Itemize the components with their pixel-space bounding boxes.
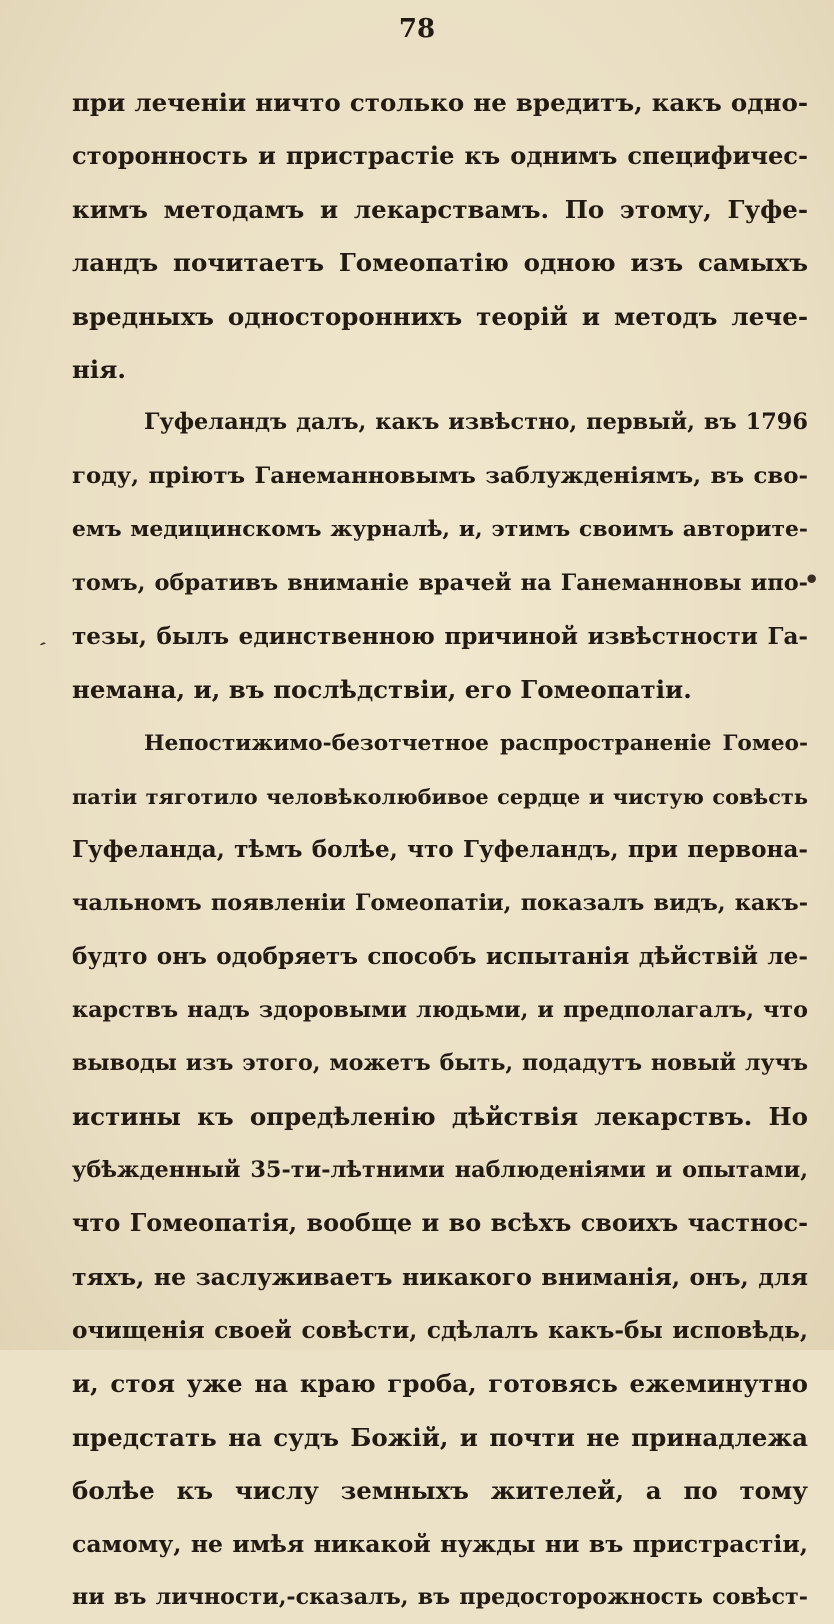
ink-speck-mark: • [804, 565, 820, 594]
text-line: емъ медицинскомъ журналѣ, и, этимъ своимъ авторите- [72, 517, 808, 543]
text-line: патіи тяготило человѣколюбивое сердце и чистую совѣсть [72, 784, 808, 810]
text-line: при леченіи ничто столько не вредитъ, какъ одно- [72, 88, 808, 117]
text-line: вредныхъ одностороннихъ теорій и методъ лече- [72, 301, 808, 331]
text-line: убѣжденный 35-ти-лѣтними наблюденіями и опытами, [72, 1156, 808, 1183]
text-line: нія. [72, 354, 126, 384]
text-line: тезы, былъ единственною причиной извѣстности Га- [72, 622, 808, 650]
text-line: кимъ методамъ и лекарствамъ. По этому, Гуфе- [72, 194, 808, 224]
margin-tick-mark: ´ [29, 637, 49, 663]
text-line: будто онъ одобряетъ способъ испытанія дѣйствій ле- [72, 943, 808, 971]
text-line: что Гомеопатія, вообще и во всѣхъ своихъ частнос- [72, 1209, 808, 1238]
text-line: немана, и, въ послѣдствіи, его Гомеопатіи. [72, 675, 692, 705]
text-line: тяхъ, не заслуживаетъ никакого вниманія, онъ, для [72, 1262, 808, 1291]
text-line: ни въ личности,-сказалъ, въ предосторожность совѣст- [72, 1583, 808, 1610]
text-line: болѣе къ числу земныхъ жителей, а по тому [72, 1476, 808, 1506]
text-line: Гуфеланда, тѣмъ болѣе, что Гуфеландъ, при первона- [72, 836, 808, 864]
page-number: 78 [398, 14, 436, 44]
text-line: томъ, обративъ вниманіе врачей на Ганеманновы ипо- [72, 569, 808, 596]
text-line: году, пріютъ Ганеманновымъ заблужденіямъ, въ сво- [72, 462, 808, 489]
text-line: Гуфеландъ далъ, какъ извѣстно, первый, въ 1796 [144, 409, 808, 436]
text-line: выводы изъ этого, можетъ быть, подадутъ новый лучъ [72, 1050, 808, 1077]
text-line: истины къ опредѣленію дѣйствія лекарствъ. Но [72, 1102, 808, 1132]
text-line: и, стоя уже на краю гроба, готовясь ежеминутно [72, 1369, 808, 1399]
text-line: самому, не имѣя никакой нужды ни въ пристрастіи, [72, 1529, 808, 1558]
text-line: сторонность и пристрастіе къ однимъ специфичес- [72, 141, 808, 171]
text-line: карствъ надъ здоровыми людьми, и предполагалъ, что [72, 996, 808, 1023]
body-text [72, 76, 808, 1624]
text-line: очищенія своей совѣсти, сдѣлалъ какъ-бы исповѣдь, [72, 1316, 808, 1344]
text-line: предстать на судъ Божій, и почти не принадлежа [72, 1422, 808, 1452]
text-line: ландъ почитаетъ Гомеопатію одною изъ самыхъ [72, 248, 808, 278]
text-line: Непостижимо-безотчетное распространеніе Гомео- [144, 730, 808, 756]
text-line: чальномъ появленіи Гомеопатіи, показалъ видъ, какъ- [72, 889, 808, 916]
